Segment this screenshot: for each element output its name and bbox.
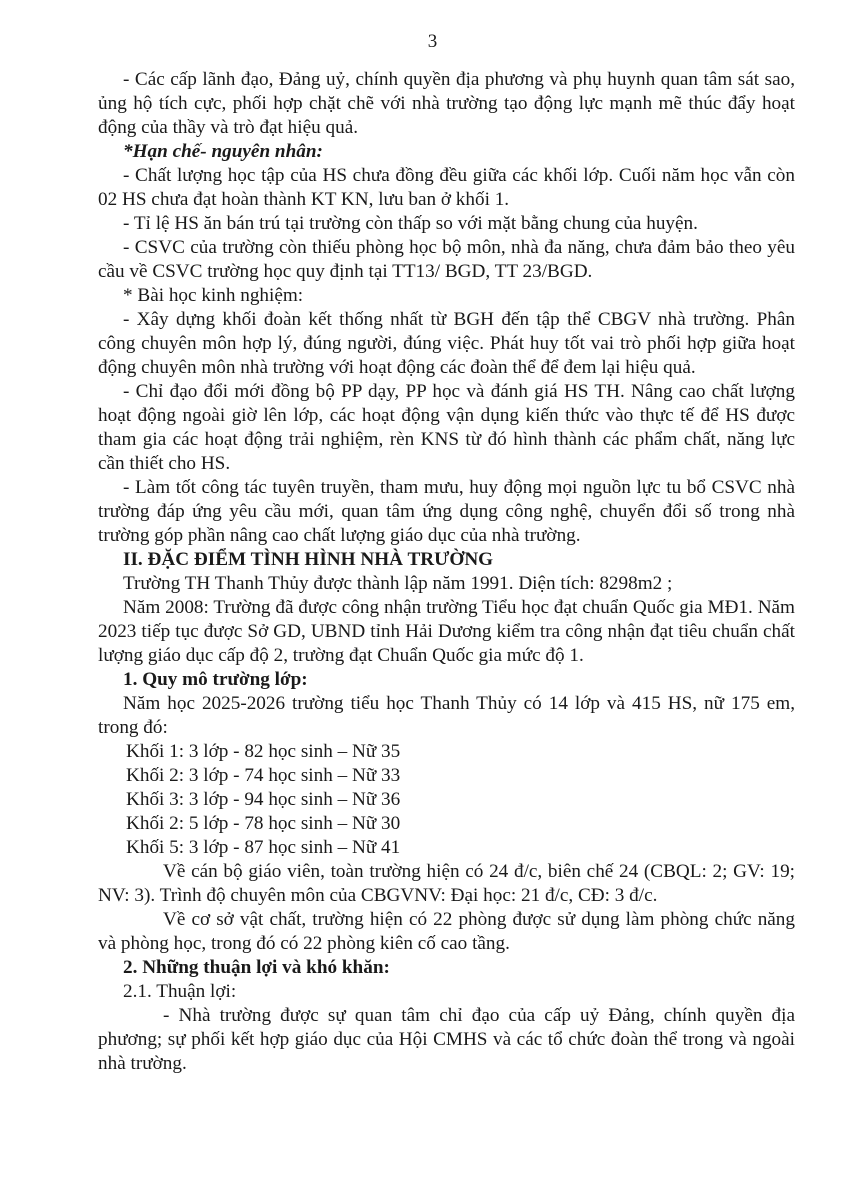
grade-list	[98, 740, 795, 860]
paragraph: - Chỉ đạo đổi mới đồng bộ PP dạy, PP học và đánh giá HS TH. Nâng cao chất lượng hoạt động ngoài giờ lên lớp, các hoạt động vận dụng kiến thức vào thực tế để HS được tham gia các hoạt động trải nghiệm, rèn KNS từ đó hình thành các phẩm chất, năng lực cần thiết cho HS.	[98, 381, 795, 474]
paragraph: - Xây dựng khối đoàn kết thống nhất từ BGH đến tập thể CBGV nhà trường. Phân công chuyên môn hợp lý, đúng người, đúng việc. Phát huy tốt vai trò phối hợp giữa hoạt động chuyên môn nhà trường với hoạt động các đoàn thể để đem lại hiệu quả.	[98, 309, 795, 378]
paragraph: Năm 2008: Trường đã được công nhận trường Tiểu học đạt chuẩn Quốc gia MĐ1. Năm 2023 tiếp tục được Sở GD, UBND tỉnh Hải Dương kiểm tra công nhận đạt tiêu chuẩn chất lượng giáo dục cấp độ 2, trường đạt Chuẩn Quốc gia mức độ 1.	[98, 597, 795, 666]
paragraph: Về cán bộ giáo viên, toàn trường hiện có 24 đ/c, biên chế 24 (CBQL: 2; GV: 19; NV: 3). Trình độ chuyên môn của CBGVNV: Đại học: 21 đ/c, CĐ: 3 đ/c.	[98, 861, 795, 906]
list-item: Khối 5: 3 lớp - 87 học sinh – Nữ 41	[126, 837, 401, 858]
paragraph: - CSVC của trường còn thiếu phòng học bộ môn, nhà đa năng, chưa đảm bảo theo yêu cầu về CSVC trường học quy định tại TT13/ BGD, TT 23/BGD.	[98, 237, 795, 282]
subsection-heading: 2. Những thuận lợi và khó khăn:	[123, 957, 390, 978]
paragraph: - Chất lượng học tập của HS chưa đồng đều giữa các khối lớp. Cuối năm học vẫn còn 02 HS chưa đạt hoàn thành KT KN, lưu ban ở khối 1.	[98, 165, 795, 210]
section-heading: *Hạn chế- nguyên nhân:	[123, 141, 323, 162]
paragraph: Về cơ sở vật chất, trường hiện có 22 phòng được sử dụng làm phòng chức năng và phòng học, trong đó có 22 phòng kiên cố cao tầng.	[98, 909, 795, 954]
chapter-heading: II. ĐẶC ĐIỂM TÌNH HÌNH NHÀ TRƯỜNG	[123, 549, 494, 570]
paragraph: - Tỉ lệ HS ăn bán trú tại trường còn thấp so với mặt bằng chung của huyện.	[123, 213, 698, 234]
list-item: Khối 2: 5 lớp - 78 học sinh – Nữ 30	[126, 813, 401, 834]
list-item: Khối 3: 3 lớp - 94 học sinh – Nữ 36	[126, 789, 401, 810]
paragraph: - Nhà trường được sự quan tâm chỉ đạo của cấp uỷ Đảng, chính quyền địa phương; sự phối kết hợp giáo dục của Hội CMHS và các tổ chức đoàn thể trong và ngoài nhà trường.	[98, 1005, 795, 1074]
page-number: 3	[427, 31, 438, 52]
paragraph: Trường TH Thanh Thủy được thành lập năm 1991. Diện tích: 8298m2 ;	[123, 573, 673, 594]
list-item: Khối 2: 3 lớp - 74 học sinh – Nữ 33	[126, 765, 401, 786]
section-heading: * Bài học kinh nghiệm:	[123, 285, 304, 306]
paragraph: - Làm tốt công tác tuyên truyền, tham mưu, huy động mọi nguồn lực tu bổ CSVC nhà trường đáp ứng yêu cầu mới, quan tâm ứng dụng công nghệ, chuyển đổi số trong nhà trường góp phần nâng cao chất lượng giáo dục của nhà trường.	[98, 477, 795, 546]
paragraph: - Các cấp lãnh đạo, Đảng uỷ, chính quyền địa phương và phụ huynh quan tâm sát sao, ủng hộ tích cực, phối hợp chặt chẽ với nhà trường tạo động lực mạnh mẽ thúc đẩy hoạt động của thầy và trò đạt hiệu quả.	[98, 69, 795, 138]
paragraph: Năm học 2025-2026 trường tiểu học Thanh Thủy có 14 lớp và 415 HS, nữ 175 em, trong đó:	[98, 693, 795, 738]
subsection-heading: 2.1. Thuận lợi:	[123, 981, 237, 1002]
subsection-heading: 1. Quy mô trường lớp:	[123, 669, 308, 690]
list-item: Khối 1: 3 lớp - 82 học sinh – Nữ 35	[126, 741, 401, 762]
